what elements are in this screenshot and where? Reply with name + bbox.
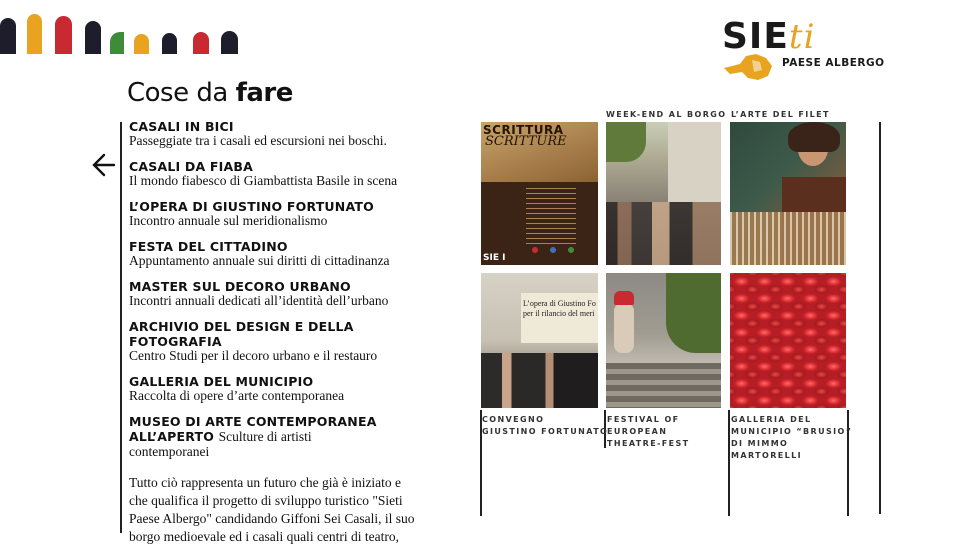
banner-line-1: L’opera di Giustino Fo [523, 299, 596, 308]
item-title: GALLERIA DEL MUNICIPIO [129, 374, 314, 389]
caption-festival: FESTIVAL OF EUROPEAN THEATRE-FEST [607, 415, 690, 448]
item-desc: Centro Studi per il decoro urbano e il restauro [129, 348, 378, 363]
logo-script: ti [788, 17, 816, 57]
item-desc: Appuntamento annuale sui diritti di cittadinanza [129, 253, 390, 268]
poster-dots [529, 246, 589, 254]
back-arrow-icon[interactable] [90, 150, 118, 180]
item-desc: Raccolta di opere d’arte contemporanea [129, 388, 345, 403]
activity-item-museo[interactable] [129, 414, 459, 459]
item-title: FESTA DEL CITTADINO [129, 239, 288, 254]
photo-building [668, 122, 721, 202]
activity-item-festa[interactable] [129, 239, 459, 268]
house-shape-dark-3 [162, 33, 177, 54]
logo-wordmark: SIEti [722, 16, 816, 57]
poster-corner-label: SIE I [483, 253, 506, 263]
decorative-houses [0, 14, 260, 54]
item-title: MASTER SUL DECORO URBANO [129, 279, 351, 294]
activity-item-master[interactable] [129, 279, 459, 308]
house-shape-dark-2 [85, 21, 101, 54]
photo-loom [730, 212, 846, 265]
item-desc: Sculture di artisti contemporanei [129, 429, 312, 459]
photo-lips-pattern [730, 273, 846, 408]
house-shape-gold [27, 14, 42, 54]
divider-right [879, 122, 881, 514]
intro-paragraph: Tutto ciò rappresenta un futuro che già è iniziato e che qualifica il progetto di sviluppo turistico "Sieti Paese Albergo" candidando Giffoni Sei Casali, il suo borgo medioevale ed i casali quali centri di teatro, [129, 475, 415, 544]
photo-convegno[interactable] [481, 273, 598, 408]
photo-galleria-brusio[interactable] [730, 273, 846, 408]
caption-weekend: WEEK-END AL BORGO [606, 110, 727, 119]
item-desc: Il mondo fiabesco di Giambattista Basile in scena [129, 173, 398, 188]
lion-icon [722, 50, 782, 82]
activity-item-bici[interactable] [129, 119, 459, 148]
photo-speakers [481, 353, 598, 408]
logo-subtitle: PAESE ALBERGO [782, 57, 885, 69]
item-desc: Incontri annuali dedicati all’identità dell’urbano [129, 293, 389, 308]
activity-item-fiaba[interactable] [129, 159, 459, 188]
house-shape-gold-2 [134, 34, 149, 54]
item-title: ARCHIVIO DEL DESIGN E DELLA FOTOGRAFIA [129, 319, 354, 349]
photo-scrittura-poster[interactable] [481, 122, 598, 265]
divider-photos-mid2 [728, 410, 730, 516]
activity-list [129, 119, 459, 470]
poster-text-block [526, 184, 576, 244]
item-title: CASALI DA FIABA [129, 159, 253, 174]
item-title: CASALI IN BICI [129, 119, 234, 134]
house-shape-red-2 [193, 32, 209, 54]
house-shape-dark [0, 18, 16, 54]
caption-convegno: CONVEGNO GIUSTINO FORTUNATO [482, 415, 609, 436]
photo-steps [606, 363, 721, 408]
photo-filet[interactable] [730, 122, 846, 265]
photo-weekend-borgo[interactable] [606, 122, 721, 265]
item-title: MUSEO DI ARTE CONTEMPORANEA ALL’APERTO Sculture di artisti contemporanei [129, 414, 377, 459]
photo-hair [788, 122, 840, 152]
photo-trees [606, 122, 646, 162]
item-desc: Incontro annuale sul meridionalismo [129, 213, 328, 228]
photo-festival[interactable] [606, 273, 721, 408]
item-desc: Passeggiate tra i casali ed escursioni nei boschi. [129, 133, 387, 148]
activity-item-galleria[interactable] [129, 374, 459, 403]
sieti-logo [718, 6, 888, 84]
divider-left [120, 122, 122, 533]
poster-title-2: SCRITTURE [485, 134, 567, 149]
house-shape-dark-4 [221, 31, 238, 54]
banner-line-2: per il rilancio del meri [523, 309, 595, 318]
page-title: Cose da fare [127, 78, 293, 108]
photo-hat [614, 291, 634, 305]
caption-galleria: GALLERIA DEL MUNICIPIO “BRUSIO” DI MIMMO MARTORELLI [731, 415, 853, 460]
activity-item-archivio[interactable] [129, 319, 459, 363]
photo-crowd [606, 202, 721, 265]
item-title: L’OPERA DI GIUSTINO FORTUNATO [129, 199, 374, 214]
photo-performer [614, 303, 634, 353]
poster-title-1: SCRITTURA [483, 123, 564, 137]
activity-item-fortunato[interactable] [129, 199, 459, 228]
caption-filet: L’ARTE DEL FILET [731, 110, 830, 119]
house-shape-green [110, 32, 124, 54]
photo-foliage [666, 273, 721, 353]
house-shape-red [55, 16, 72, 54]
